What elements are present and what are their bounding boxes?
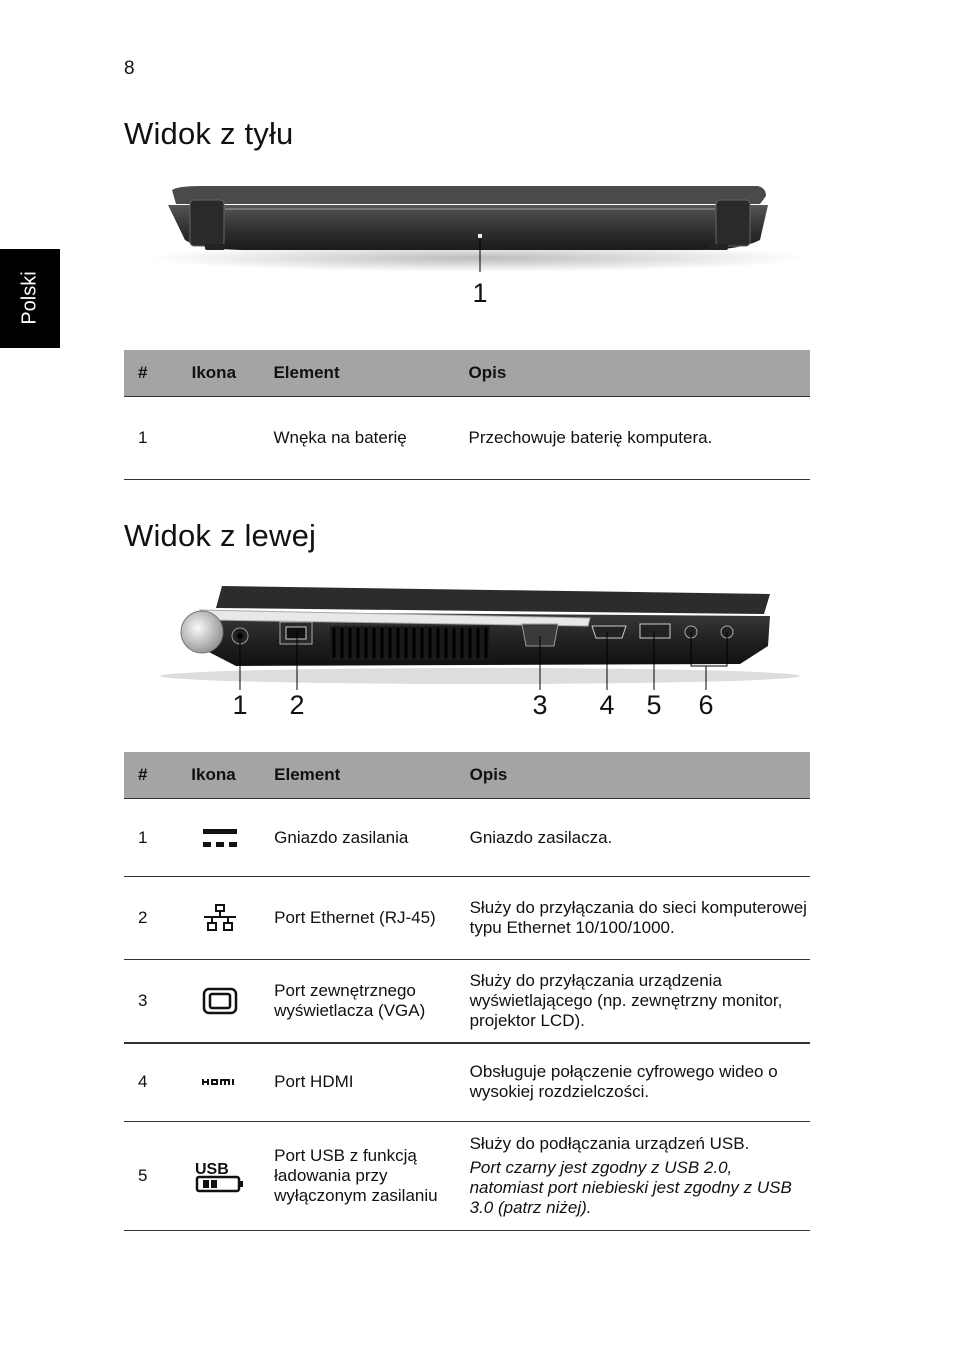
table-row: [124, 960, 810, 1043]
page-number: 8: [124, 58, 135, 79]
col-element: Element: [273, 350, 468, 397]
col-description: Opis: [470, 752, 810, 799]
dc-power-icon: [202, 827, 238, 849]
row-number: 4: [124, 1043, 191, 1122]
left-callout-1: 1: [232, 690, 248, 720]
left-callout-2: 2: [289, 690, 305, 720]
row-element: Gniazdo zasilania: [274, 799, 469, 877]
row-element: Port zewnętrznego wyświetlacza (VGA): [274, 960, 469, 1043]
row-number: 1: [124, 397, 192, 480]
table-row: [124, 799, 810, 877]
row-number: 5: [124, 1122, 191, 1231]
row-description: Służy do przyłączania do sieci komputerowej typu Ethernet 10/100/1000.: [470, 877, 810, 960]
row-icon-cell: [191, 877, 274, 960]
row-element: Wnęka na baterię: [273, 397, 468, 480]
row-description: Służy do przyłączania urządzenia wyświetlającego (np. zewnętrzny monitor, projektor LCD).: [470, 960, 810, 1043]
row-element: Port USB z funkcją ładowania przy wyłączonym zasilaniu: [274, 1122, 469, 1231]
vga-icon: [202, 987, 238, 1015]
usb-icon-text: USB: [194, 1161, 229, 1178]
col-element: Element: [274, 752, 469, 799]
row-number: 3: [124, 960, 191, 1043]
table-row: [124, 1043, 810, 1122]
row-description-text: Służy do podłączania urządzeń USB.: [469, 1134, 750, 1153]
left-callout-4: 4: [599, 690, 615, 720]
language-tab-label: Polski: [18, 271, 41, 325]
row-icon-cell: [191, 1122, 274, 1231]
row-description-note: Port czarny jest zgodny z USB 2.0, natomiast port niebieski jest zgodny z USB 3.0 (patrz niżej).: [469, 1158, 792, 1217]
left-callout-3: 3: [532, 690, 548, 720]
row-icon-cell: [191, 799, 274, 877]
rear-view-title: Widok z tyłu: [124, 116, 294, 151]
row-number: 2: [124, 877, 191, 960]
col-description: Opis: [468, 350, 810, 397]
row-element: Port HDMI: [274, 1043, 469, 1122]
row-description: Gniazdo zasilacza.: [470, 799, 810, 877]
row-icon-cell: [191, 960, 274, 1043]
row-description: Przechowuje baterię komputera.: [468, 397, 810, 480]
row-description: Obsługuje połączenie cyfrowego wideo o wysokiej rozdzielczości.: [470, 1043, 810, 1122]
col-number: #: [124, 350, 192, 397]
row-description: [470, 1122, 810, 1231]
left-callout-6: 6: [698, 690, 714, 720]
table-header-row: [124, 752, 810, 799]
left-view-table: [124, 752, 810, 1231]
hdmi-icon: [201, 1077, 239, 1087]
row-element: Port Ethernet (RJ-45): [274, 877, 469, 960]
usb-charge-icon: [193, 1159, 247, 1193]
col-icon: Ikona: [191, 752, 274, 799]
ethernet-icon: [203, 903, 237, 933]
rear-callout-1: 1: [472, 278, 488, 308]
table-row: [124, 1122, 810, 1231]
table-row: [124, 877, 810, 960]
col-number: #: [124, 752, 191, 799]
row-number: 1: [124, 799, 191, 877]
left-callout-5: 5: [646, 690, 662, 720]
col-icon: Ikona: [192, 350, 274, 397]
row-icon-cell: [191, 1043, 274, 1122]
left-view-title: Widok z lewej: [124, 518, 317, 553]
